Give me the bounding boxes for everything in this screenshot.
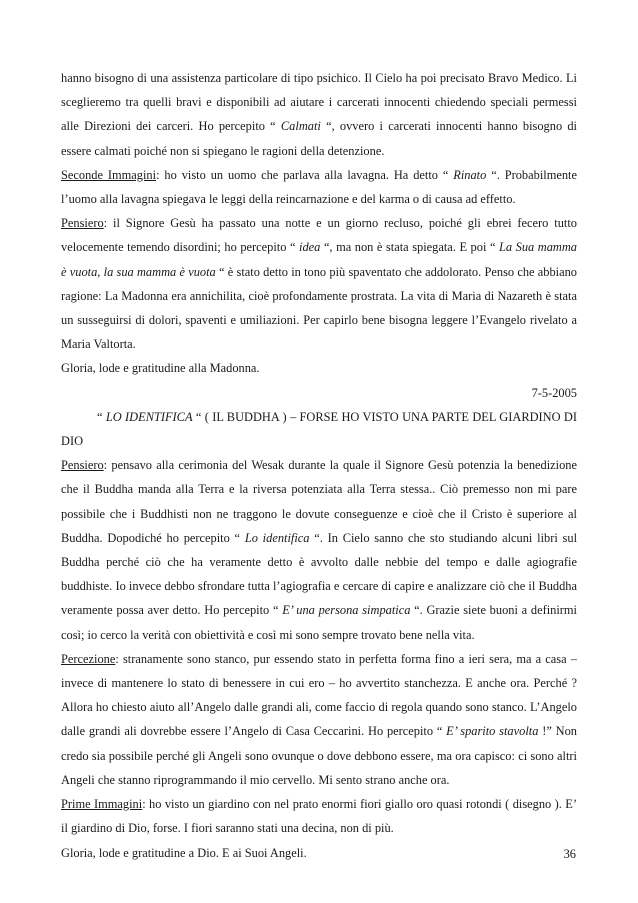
section-label: Percezione bbox=[61, 651, 116, 666]
italic-text: E’ sparito stavolta bbox=[446, 724, 539, 739]
text: “. Probabilmente l’uomo alla lavagna spiegava le leggi della reincarnazione e del karma o di causa ad effetto. bbox=[61, 167, 577, 207]
entry-title bbox=[61, 405, 577, 453]
text: “. Grazie siete buoni a definirmi così; io cerco la verità con obiettività e così mi sono sempre trovato bene nella vita. bbox=[61, 603, 577, 642]
text: “ bbox=[97, 409, 106, 424]
text: !” Non credo sia possibile perché gli Angeli sono ovunque o dove debbono essere, ma ora capisco: ci sono altri Angeli che stanno riprogrammando il mio cervello. Mi sento strano anche ora. bbox=[61, 724, 577, 787]
page-number: 36 bbox=[563, 847, 576, 861]
text: “ ( IL BUDDHA ) – FORSE HO VISTO UNA PARTE DEL GIARDINO DI DIO bbox=[61, 409, 577, 449]
section-label: Prime Immagini bbox=[61, 797, 143, 812]
italic-text: Rinato bbox=[453, 167, 487, 182]
paragraph-pensiero-2 bbox=[61, 453, 577, 647]
text: “, ovvero i carcerati innocenti hanno bisogno di essere calmati poiché non si spiegano le ragioni della detenzione. bbox=[61, 119, 577, 158]
text: : ho visto un giardino con nel prato enormi fiori giallo oro quasi rotondi ( disegno ). E’ il giardino di Dio, forse. I fiori saranno stati una decina, non di più. bbox=[61, 797, 577, 836]
text: : pensavo alla cerimonia del Wesak durante la quale il Signore Gesù potenzia la benedizione che il Buddha manda alla Terra e la riversa potenziata alla Terra stessa.. Ciò premesso non mi pare possibile che i Buddhisti non ne traggono le dovute conseguenze e cioè che il Cristo è superiore al Buddha. Dopodiché ho percepito “ bbox=[61, 458, 577, 545]
text: “ è stato detto in tono più spaventato che addolorato. Penso che abbiano ragione: La Madonna era annichilita, cioè profondamente prostrata. La vita di Maria di Nazareth è stata un susseguirsi di dolori, spaventi e umiliazioni. Per capirlo bene bisogna leggere l’Evangelo rivelato a Maria Valtorta. bbox=[61, 264, 578, 352]
document-page bbox=[61, 66, 577, 865]
italic-text: Calmati bbox=[280, 119, 321, 134]
text: : il Signore Gesù ha passato una notte e un giorno recluso, poiché gli ebrei fecero tutto velocemente temendo disordini; ho percepito “ bbox=[61, 216, 577, 255]
entry-date: 7-5-2005 bbox=[531, 385, 577, 400]
italic-text: La Sua mamma è vuota, la sua mamma è vuota bbox=[61, 240, 578, 279]
italic-text: LO IDENTIFICA bbox=[105, 409, 193, 424]
paragraph-1 bbox=[61, 66, 577, 163]
italic-text: E’ una persona simpatica bbox=[282, 603, 411, 618]
paragraph-prime-immagini bbox=[61, 792, 577, 840]
paragraph-gloria-1: Gloria, lode e gratitudine alla Madonna. bbox=[61, 361, 260, 376]
italic-text: Lo identifica bbox=[244, 530, 310, 545]
paragraph-percezione bbox=[61, 647, 577, 792]
paragraph-pensiero-1 bbox=[61, 211, 577, 356]
section-label: Seconde Immagini bbox=[61, 167, 157, 182]
text: hanno bisogno di una assistenza particolare di tipo psichico. Il Cielo ha poi precisato Bravo Medico. Li sceglieremo tra quelli bravi e disponibili ad aiutare i carcerati innocenti chiedendo speciali permessi alle Direzioni dei carceri. Ho percepito “ bbox=[61, 71, 577, 134]
section-label: Pensiero bbox=[61, 216, 104, 231]
italic-text: idea bbox=[299, 240, 321, 255]
text: : ho visto un uomo che parlava alla lavagna. Ha detto “ bbox=[156, 167, 454, 182]
text: “, ma non è stata spiegata. E poi “ bbox=[320, 240, 499, 255]
text: “. In Cielo sanno che sto studiando alcuni libri sul Buddha perché ciò che ha veramente detto è avvolto dalle nebbie del tempo e dalle agiografie buddhiste. Io invece debbo sfrondare tutta l’agiografia e cercare di capire e analizzare ciò che il Buddha veramente possa aver detto. Ho percepito “ bbox=[61, 530, 578, 618]
paragraph-gloria-2: Gloria, lode e gratitudine a Dio. E ai Suoi Angeli. bbox=[61, 845, 307, 860]
text: : stranamente sono stanco, pur essendo stato in perfetta forma fino a ieri sera, ma a casa – invece di mantenere lo stato di benessere in cui ero – ho avvertito stanchezza. E anche ora. Perché ? Allora ho chiesto aiuto all’Angelo dalle grandi ali, come faccio di regola quando sono stanco. L’Angelo dalle grandi ali dovrebbe essere l’Angelo di Casa Ceccarini. Ho percepito “ bbox=[61, 651, 577, 739]
section-label: Pensiero bbox=[61, 458, 104, 473]
paragraph-seconde-immagini bbox=[61, 163, 577, 211]
